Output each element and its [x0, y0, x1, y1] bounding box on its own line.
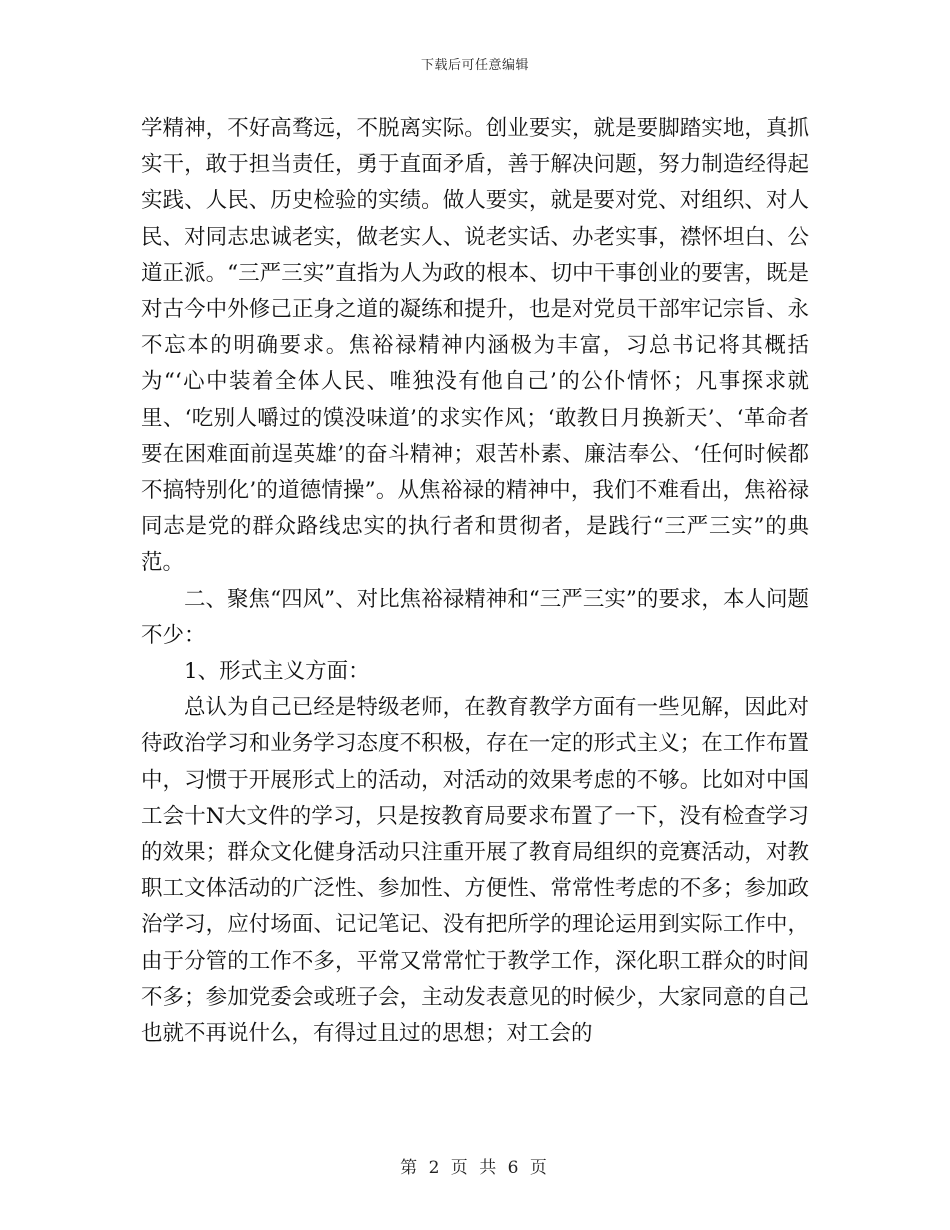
paragraph-formalism: 总认为自己已经是特级老师，在教育教学方面有一些见解，因此对待政治学习和业务学习态度不积极，存在一定的形式主义；在工作布置中，习惯于开展形式上的活动，对活动的效果考虑的不够。比如对中国工会十N大文件的学习，只是按教育局要求布置了一下，没有检查学习的效果；群众文化健身活动只注重开展了教育局组织的竞赛活动，对教职工文体活动的广泛性、参加性、方便性、常常性考虑的不多；参加政治学习，应付场面、记记笔记、没有把所学的理论运用到实际工作中，由于分管的工作不多，平常又常常忙于教学工作，深化职工群众的时间不多；参加党委会或班子会，主动发表意见的时候少，大家同意的自己也就不再说什么，有得过且过的思想；对工会的 [141, 695, 809, 1047]
paragraph-section-heading: 二、聚焦“四风”、对比焦裕禄精神和“三严三实”的要求，本人问题不少： [141, 586, 809, 648]
page-header-note: 下载后可任意编辑 [420, 58, 529, 73]
page-footer-number: 第 2 页 共 6 页 [400, 1158, 550, 1178]
document-body [141, 111, 809, 1052]
paragraph-subheading: 1、形式主义方面： [184, 659, 370, 685]
paragraph-continuation: 学精神，不好高骛远，不脱离实际。创业要实，就是要脚踏实地，真抓实干，敢于担当责任，勇于直面矛盾，善于解决问题，努力制造经得起实践、人民、历史检验的实绩。做人要实，就是要对党、对组织、对人民、对同志忠诚老实，做老实人、说老实话、办老实事，襟怀坦白、公道正派。“三严三实”直指为人为政的根本、切中干事创业的要害，既是对古今中外修己正身之道的凝练和提升，也是对党员干部牢记宗旨、永不忘本的明确要求。焦裕禄精神内涵极为丰富，习总书记将其概括为“‘心中装着全体人民、唯独没有他自己’的公仆情怀；凡事探求就里、‘吃别人嚼过的馍没味道’的求实作风；‘敢教日月换新天’、‘革命者要在困难面前逞英雄’的奋斗精神；艰苦朴素、廉洁奉公、‘任何时候都不搞特别化’的道德情操”。从焦裕禄的精神中，我们不难看出，焦裕禄同志是党的群众路线忠实的执行者和贯彻者，是践行“三严三实”的典范。 [141, 116, 809, 576]
